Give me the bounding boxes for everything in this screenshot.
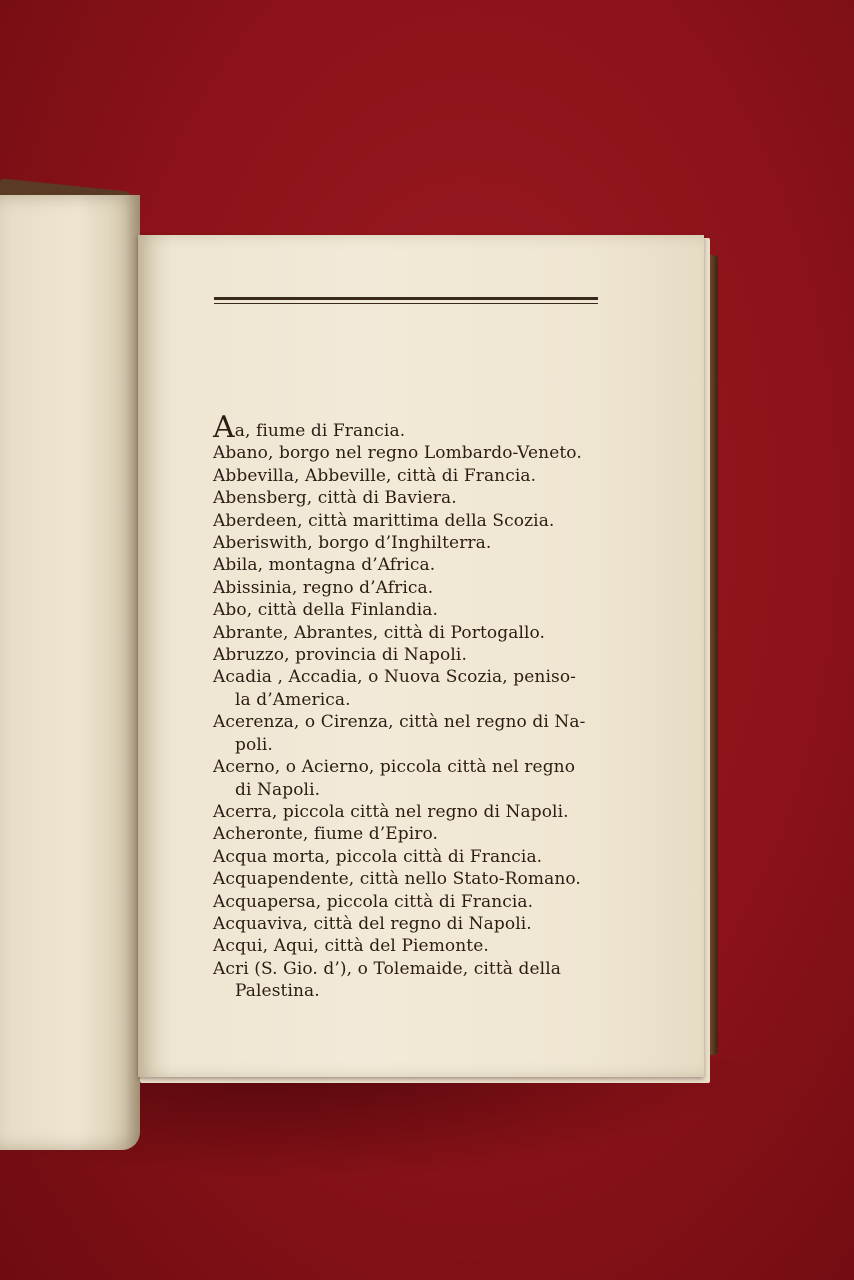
entry-line: Abensberg, città di Baviera. bbox=[213, 488, 457, 509]
entry bbox=[213, 868, 633, 890]
entry-first bbox=[213, 410, 633, 445]
entry-line: Acerenza, o Cirenza, città nel regno di Na- bbox=[213, 712, 586, 733]
entry-line: Acadia , Accadia, o Nuova Scozia, peniso- bbox=[213, 667, 577, 688]
entry-text: a, fiume di Francia. bbox=[234, 421, 406, 441]
entry bbox=[213, 958, 633, 1003]
entry-line: Acerno, o Acierno, piccola città nel regno bbox=[213, 757, 576, 778]
header-rule-thin bbox=[214, 303, 598, 304]
drop-cap: A bbox=[213, 410, 235, 445]
left-page bbox=[0, 195, 140, 1150]
entry bbox=[213, 756, 633, 801]
entry bbox=[213, 487, 633, 509]
entry-line: Abbevilla, Abbeville, città di Francia. bbox=[213, 465, 537, 486]
entry bbox=[213, 935, 633, 957]
entry bbox=[213, 622, 633, 644]
entry-line: Acqui, Aqui, città del Piemonte. bbox=[213, 936, 489, 957]
entry-continuation-line: poli. bbox=[235, 734, 273, 755]
entry bbox=[213, 711, 633, 756]
entry bbox=[213, 510, 633, 532]
entry bbox=[213, 823, 633, 845]
entry-line: Abano, borgo nel regno Lombardo-Veneto. bbox=[213, 443, 582, 464]
entry bbox=[213, 554, 633, 576]
entry bbox=[213, 577, 633, 599]
entry-line: Acquaviva, città del regno di Napoli. bbox=[213, 913, 532, 934]
entry-continuation-line: Palestina. bbox=[235, 981, 320, 1002]
entry-line: Acri (S. Gio. d’), o Tolemaide, città della bbox=[213, 958, 561, 979]
entry-line: Abo, città della Finlandia. bbox=[213, 600, 438, 621]
right-page bbox=[138, 235, 704, 1077]
entry-line: Acqua morta, piccola città di Francia. bbox=[213, 846, 543, 867]
entry bbox=[213, 465, 633, 487]
entry-line: Acquapendente, città nello Stato-Romano. bbox=[213, 869, 581, 890]
entry bbox=[213, 666, 633, 711]
entry-line: Abissinia, regno d’Africa. bbox=[213, 577, 434, 598]
entry bbox=[213, 599, 633, 621]
entry bbox=[213, 801, 633, 823]
entry-continuation-line: la d’America. bbox=[235, 689, 351, 710]
entry bbox=[213, 846, 633, 868]
entry-line: Aberdeen, città marittima della Scozia. bbox=[213, 510, 555, 531]
entry bbox=[213, 644, 633, 666]
entry-line: Aberiswith, borgo d’Inghilterra. bbox=[213, 533, 492, 554]
entry-line: Acerra, piccola città nel regno di Napoli. bbox=[213, 801, 569, 822]
header-rule-thick bbox=[214, 297, 598, 300]
entry bbox=[213, 532, 633, 554]
entry bbox=[213, 891, 633, 913]
entry-line: Acheronte, fiume d’Epiro. bbox=[213, 824, 439, 845]
entry-line: Abruzzo, provincia di Napoli. bbox=[213, 645, 467, 666]
entry-line: Abila, montagna d’Africa. bbox=[213, 555, 436, 576]
entry-continuation-line: di Napoli. bbox=[235, 779, 321, 800]
entry-line: Acquapersa, piccola città di Francia. bbox=[213, 891, 534, 912]
entry bbox=[213, 913, 633, 935]
entry bbox=[213, 442, 633, 464]
entry-line: Abrante, Abrantes, città di Portogallo. bbox=[213, 622, 546, 643]
gazetteer-entries bbox=[213, 410, 633, 1003]
